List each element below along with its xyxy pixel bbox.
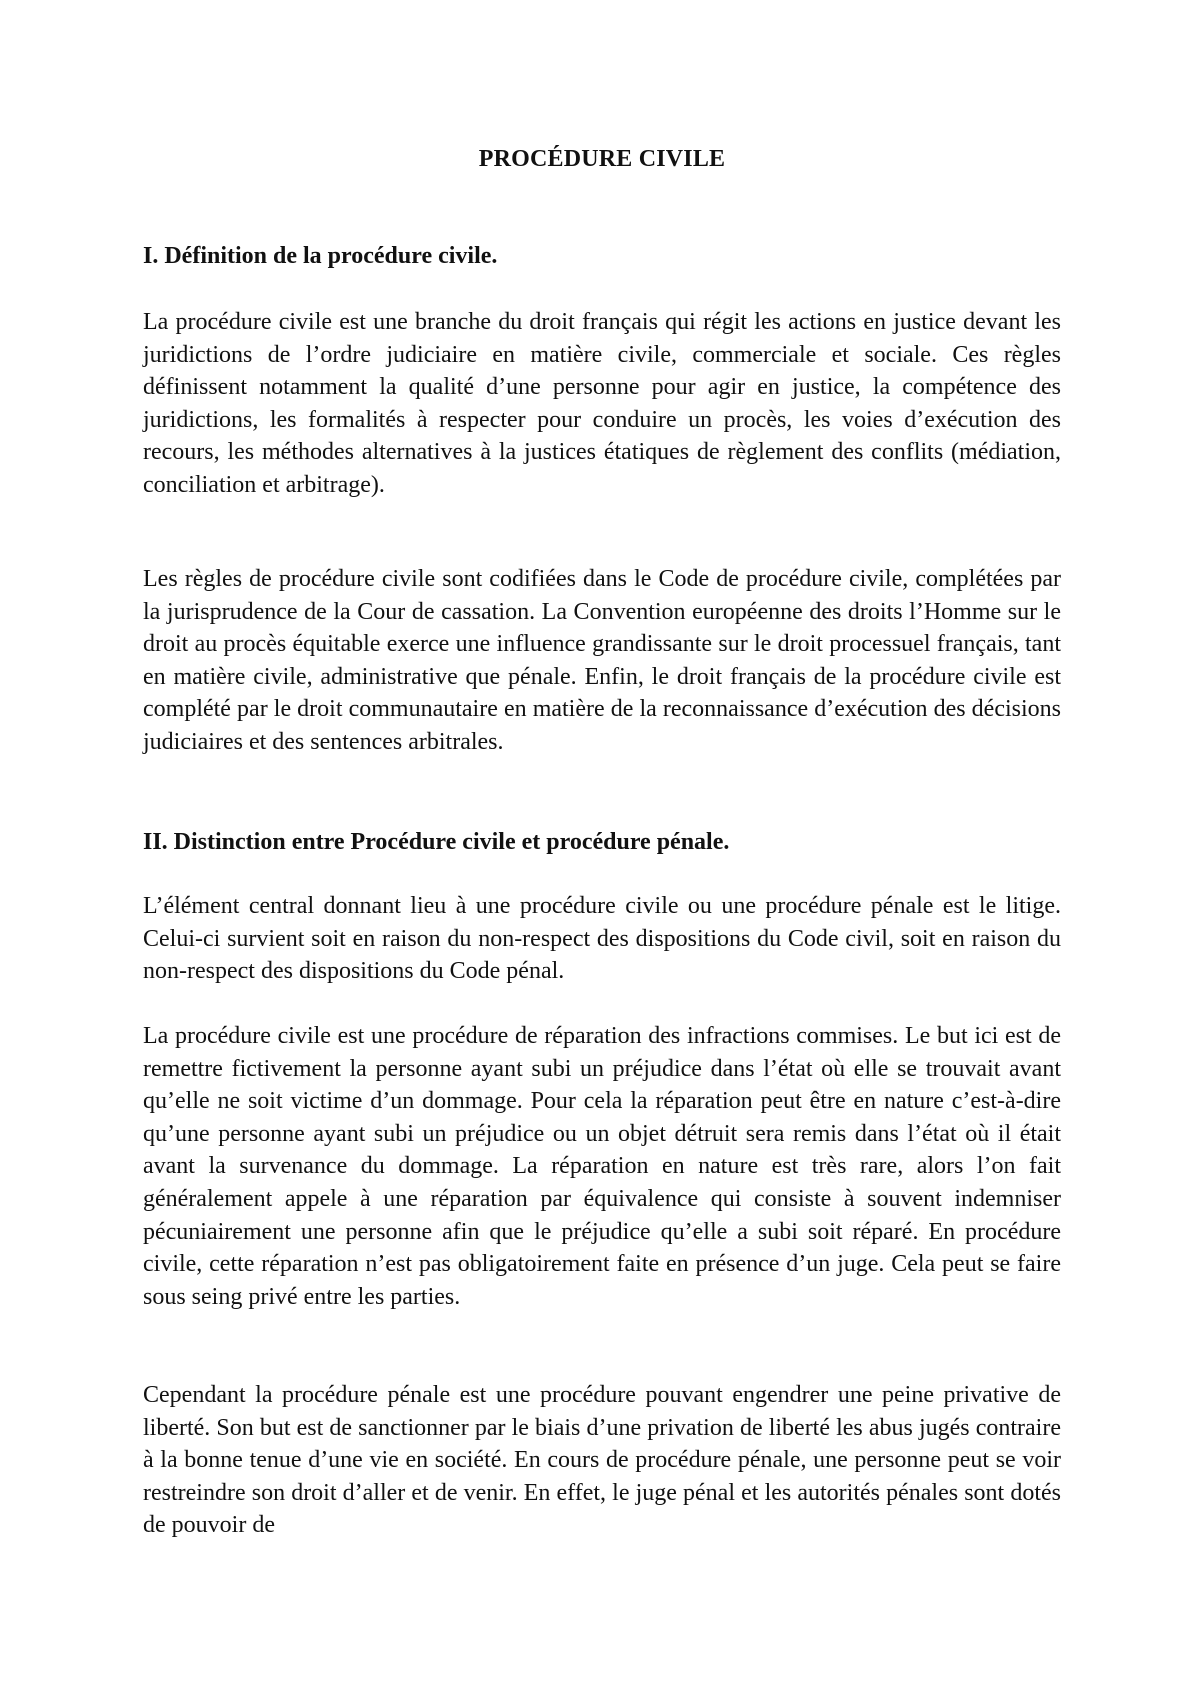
paragraph-definition-2: Les règles de procédure civile sont codifiées dans le Code de procédure civile, complétées par la jurisprudence de la Cour de cassation. La Convention européenne des droits l’Homme sur le droit au procès équitable exerce une influence grandissante sur le droit processuel français, tant en matière civile, administrative que pénale. Enfin, le droit français de la procédure civile est complété par le droit communautaire en matière de la reconnaissance d’exécution des décisions judiciaires et des sentences arbitrales. [143,566,1061,755]
document-page [143,0,1061,1698]
paragraph-distinction-1: L’élément central donnant lieu à une procédure civile ou une procédure pénale est le litige. Celui-ci survient soit en raison du non-respect des dispositions du Code civil, soit en raison du non-respect des dispositions du Code pénal. [143,893,1061,985]
document-title: PROCÉDURE CIVILE [478,146,726,172]
section-heading-definition: I. Définition de la procédure civile. [143,243,498,269]
paragraph-definition-1: La procédure civile est une branche du droit français qui régit les actions en justice devant les juridictions de l’ordre judiciaire en matière civile, commerciale et sociale. Ces règles définissent notamment la qualité d’une personne pour agir en justice, la compétence des juridictions, les formalités à respecter pour conduire un procès, les voies d’exécution des recours, les méthodes alternatives à la justices étatiques de règlement des conflits (médiation, conciliation et arbitrage). [143,309,1061,498]
paragraph-distinction-3: Cependant la procédure pénale est une procédure pouvant engendrer une peine privative de liberté. Son but est de sanctionner par le biais d’une privation de liberté les abus jugés contraire à la bonne tenue d’une vie en société. En cours de procédure pénale, une personne peut se voir restreindre son droit d’aller et de venir. En effet, le juge pénal et les autorités pénales sont dotés de pouvoir de [143,1382,1061,1539]
paragraph-distinction-2: La procédure civile est une procédure de réparation des infractions commises. Le but ici est de remettre fictivement la personne ayant subi un préjudice dans l’état où elle se trouvait avant qu’elle ne soit victime d’un dommage. Pour cela la réparation peut être en nature c’est-à-dire qu’une personne ayant subi un préjudice ou un objet détruit sera remis dans l’état où il était avant la survenance du dommage. La réparation en nature est très rare, alors l’on fait généralement appele à une réparation par équivalence qui consiste à souvent indemniser pécuniairement une personne afin que le préjudice qu’elle a subi soit réparé. En procédure civile, cette réparation n’est pas obligatoirement faite en présence d’un juge. Cela peut se faire sous seing privé entre les parties. [143,1023,1061,1310]
section-heading-distinction: II. Distinction entre Procédure civile et procédure pénale. [143,829,730,855]
